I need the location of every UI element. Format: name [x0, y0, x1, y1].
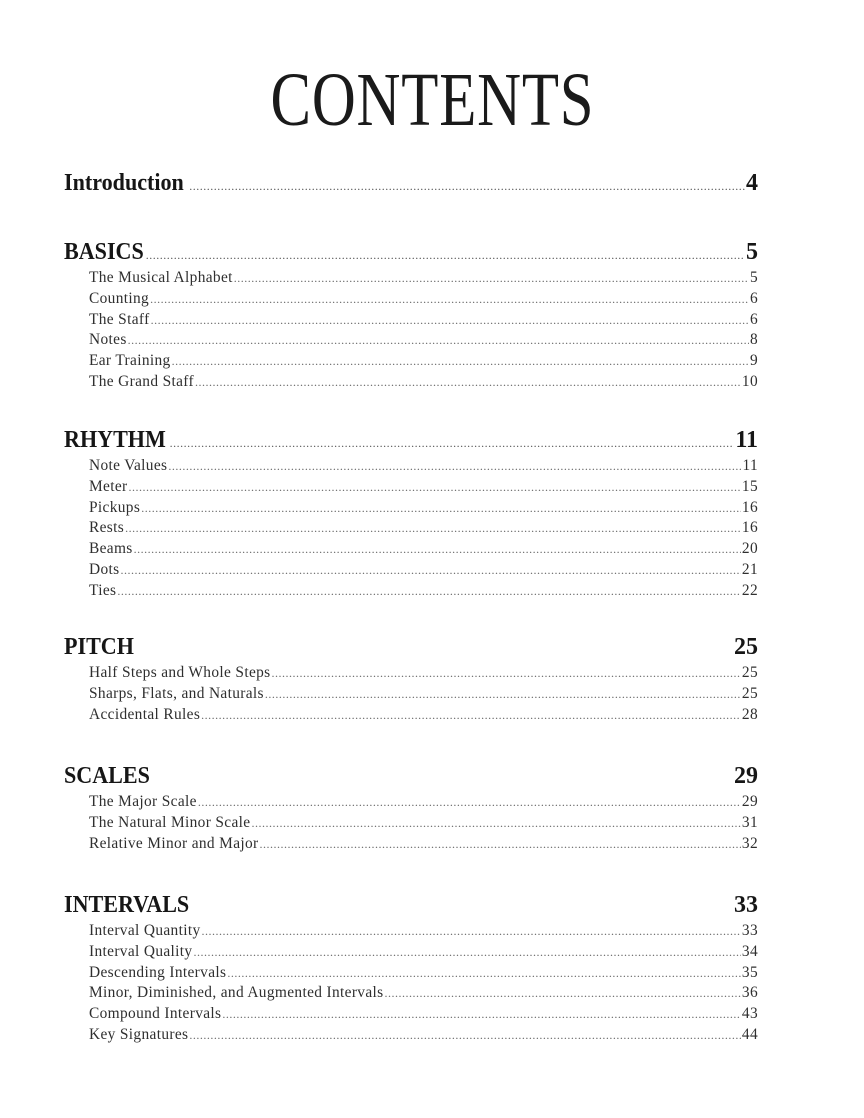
toc-item[interactable] — [64, 351, 758, 372]
dot-leader — [189, 1026, 741, 1046]
toc-item-page: 15 — [741, 477, 758, 495]
page-title — [0, 56, 864, 144]
toc-item-page: 28 — [741, 705, 758, 723]
dot-leader — [195, 373, 741, 393]
dot-leader — [172, 352, 749, 372]
dot-leader — [120, 561, 740, 581]
toc-item[interactable] — [64, 330, 758, 351]
toc-item-label: Half Steps and Whole Steps — [89, 664, 271, 681]
toc-item[interactable] — [64, 539, 758, 560]
toc-item-page: 16 — [741, 519, 758, 537]
toc-item-page: 36 — [741, 984, 758, 1002]
toc-item-label: Sharps, Flats, and Naturals — [89, 684, 264, 702]
toc-heading-page: 5 — [746, 239, 758, 265]
dot-leader — [193, 943, 740, 963]
toc-item[interactable] — [64, 1025, 758, 1046]
toc-heading-page: 11 — [735, 427, 758, 453]
toc-section-rhythm — [64, 425, 758, 602]
toc-item[interactable] — [64, 498, 758, 519]
toc-heading-page: 4 — [746, 170, 758, 196]
toc-item-label: Accidental Rules — [89, 705, 201, 723]
toc-item-label: The Major Scale — [89, 793, 197, 810]
toc-item-page: 34 — [741, 942, 758, 960]
toc-heading[interactable] — [64, 237, 758, 270]
toc-item[interactable] — [64, 372, 758, 393]
toc-heading[interactable] — [64, 168, 758, 201]
toc-item-page: 21 — [741, 560, 758, 578]
toc-item[interactable] — [64, 310, 758, 331]
page-title-text: CONTENTS — [270, 58, 594, 142]
toc-item-label: Compound Intervals — [89, 1005, 222, 1023]
toc-item-page: 32 — [741, 834, 758, 852]
toc-item-page: 6 — [749, 289, 758, 307]
toc-item-label: The Grand Staff — [89, 372, 194, 390]
toc-item[interactable] — [64, 684, 758, 705]
toc-item-page: 5 — [749, 269, 758, 286]
toc-item-page: 9 — [749, 352, 758, 370]
toc-item[interactable] — [64, 705, 758, 726]
toc-item-label: Rests — [89, 519, 125, 537]
toc-item[interactable] — [64, 268, 758, 289]
dot-leader — [260, 835, 741, 855]
toc-item-page: 25 — [741, 684, 758, 702]
dot-leader — [125, 519, 741, 539]
toc-item-page: 29 — [741, 793, 758, 810]
toc-heading-page: 33 — [734, 892, 758, 918]
toc-item-label: Counting — [89, 289, 150, 307]
toc-item-page: 8 — [749, 331, 758, 349]
toc-heading-label: INTERVALS — [64, 892, 190, 918]
toc-item[interactable] — [64, 963, 758, 984]
toc-item-label: Note Values — [89, 457, 168, 474]
dot-leader — [272, 664, 741, 684]
toc-item[interactable] — [64, 834, 758, 855]
toc-item-page: 33 — [741, 922, 758, 939]
toc-item[interactable] — [64, 942, 758, 963]
toc-item-page: 31 — [741, 813, 758, 831]
toc-section-introduction — [64, 168, 758, 201]
toc-heading-label: Introduction — [64, 170, 184, 196]
dot-leader — [251, 814, 740, 834]
toc-section-scales — [64, 761, 758, 854]
dot-leader — [128, 331, 749, 351]
dot-leader — [168, 457, 741, 477]
toc-heading-label: PITCH — [64, 634, 134, 660]
dot-leader — [141, 499, 741, 519]
toc-item-page: 10 — [741, 372, 758, 390]
toc-item-page: 22 — [741, 581, 758, 599]
toc-item-label: Relative Minor and Major — [89, 834, 259, 852]
dot-leader — [189, 171, 745, 201]
toc-section-intervals — [64, 890, 758, 1046]
toc-item-label: Ties — [89, 581, 117, 599]
toc-item-label: Minor, Diminished, and Augmented Intervals — [89, 984, 384, 1002]
toc-item[interactable] — [64, 921, 758, 942]
dot-leader — [134, 540, 741, 560]
toc-heading[interactable] — [64, 890, 758, 923]
toc-item-label: The Natural Minor Scale — [89, 813, 251, 831]
toc-item-label: Beams — [89, 540, 133, 558]
toc-item-label: Descending Intervals — [89, 963, 227, 981]
toc-item[interactable] — [64, 663, 758, 684]
toc-heading-page: 25 — [734, 634, 758, 660]
toc-item-page: 6 — [749, 310, 758, 328]
toc-item-page: 20 — [741, 540, 758, 558]
toc-heading[interactable] — [64, 425, 758, 458]
toc-item[interactable] — [64, 581, 758, 602]
toc-item-page: 35 — [741, 963, 758, 981]
toc-heading-label: BASICS — [64, 239, 144, 265]
dot-leader — [198, 793, 741, 813]
dot-leader — [201, 706, 741, 726]
toc-section-pitch — [64, 632, 758, 725]
toc-heading-label: RHYTHM — [64, 427, 166, 453]
toc-heading[interactable] — [64, 761, 758, 794]
dot-leader — [222, 1005, 741, 1025]
dot-leader — [129, 478, 741, 498]
toc-item-label: Key Signatures — [89, 1025, 189, 1043]
dot-leader — [146, 240, 745, 270]
dot-leader — [265, 685, 741, 705]
toc-heading[interactable] — [64, 632, 758, 665]
dot-leader — [227, 964, 741, 984]
toc-heading-page: 29 — [734, 763, 758, 789]
toc-item[interactable] — [64, 792, 758, 813]
toc-item[interactable] — [64, 1004, 758, 1025]
toc-item-label: Meter — [89, 477, 128, 495]
toc-item-label: Pickups — [89, 498, 141, 516]
dot-leader — [170, 428, 735, 458]
toc-item-page: 44 — [741, 1025, 758, 1043]
dot-leader — [385, 984, 741, 1004]
toc-item[interactable] — [64, 983, 758, 1004]
dot-leader — [117, 582, 741, 602]
toc-item-label: Notes — [89, 331, 127, 349]
dot-leader — [234, 269, 749, 289]
toc-item-label: Dots — [89, 560, 120, 578]
toc-item-page: 43 — [741, 1005, 758, 1023]
toc-item[interactable] — [64, 289, 758, 310]
toc-section-basics — [64, 237, 758, 393]
toc-item-label: Interval Quantity — [89, 922, 201, 939]
toc-item-page: 25 — [741, 664, 758, 681]
toc-item-label: The Staff — [89, 310, 150, 328]
toc-item[interactable] — [64, 456, 758, 477]
dot-leader — [202, 922, 741, 942]
toc-item-page: 16 — [741, 498, 758, 516]
toc-heading-label: SCALES — [64, 763, 150, 789]
toc-item[interactable] — [64, 560, 758, 581]
dot-leader — [150, 290, 749, 310]
toc-item[interactable] — [64, 477, 758, 498]
toc-item-page: 11 — [742, 457, 758, 474]
toc-item[interactable] — [64, 518, 758, 539]
toc-item-label: Ear Training — [89, 352, 171, 370]
toc-item-label: Interval Quality — [89, 942, 193, 960]
toc-item-label: The Musical Alphabet — [89, 269, 233, 286]
dot-leader — [151, 311, 749, 331]
toc-item[interactable] — [64, 813, 758, 834]
